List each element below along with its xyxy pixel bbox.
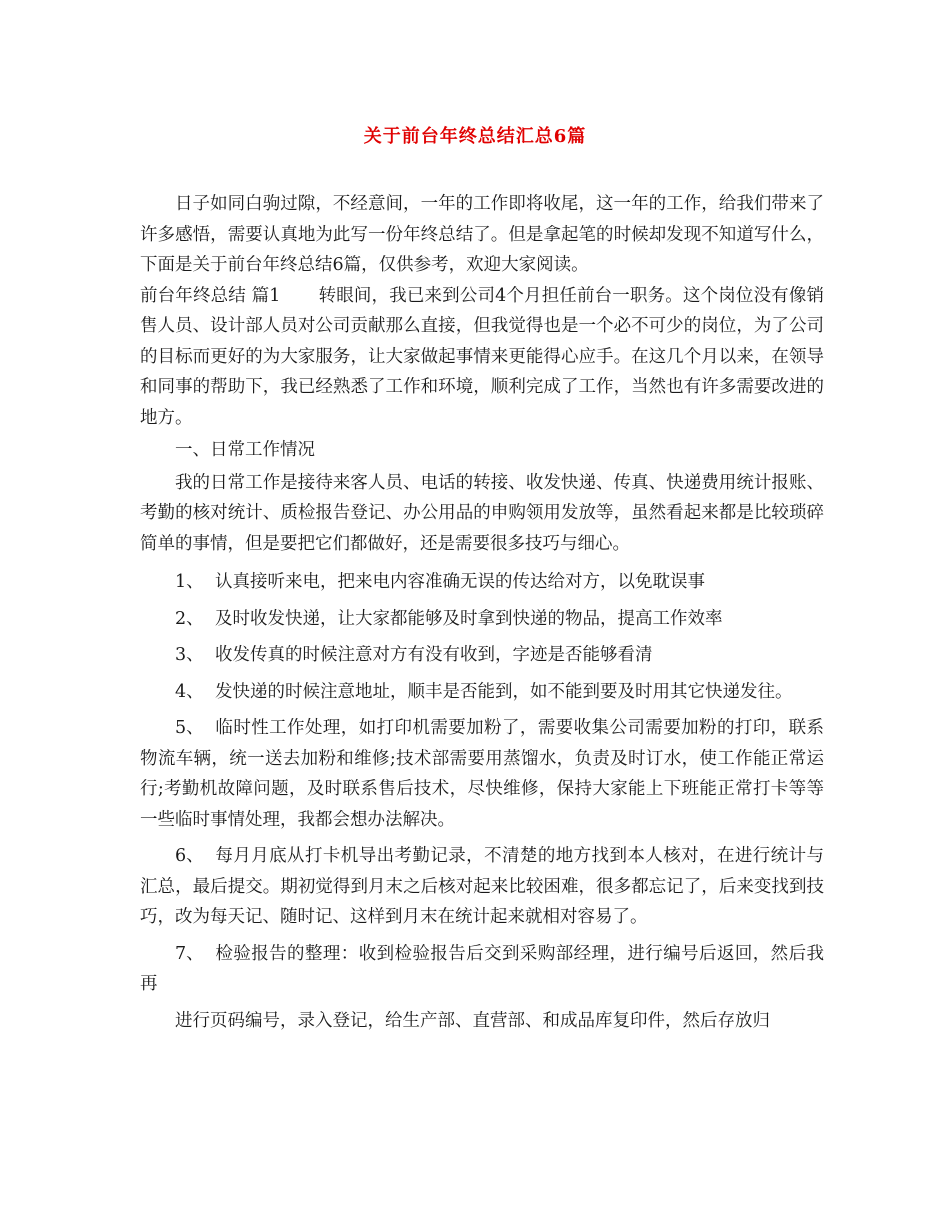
heading-daily-work: 一、日常工作情况: [175, 440, 315, 460]
section-paragraph: [140, 281, 824, 434]
list-item: [140, 567, 824, 598]
list-item-number: 3、: [175, 645, 204, 665]
list-item: [140, 640, 824, 671]
list-item-text: 临时性工作处理，如打印机需要加粉了，需要收集公司需要加粉的打印，联系物流车辆，统一送去加粉和维修;技术部需要用蒸馏水，负责及时订水，使工作能正常运行;考勤机故障问题，及时联系售后技术，尽快维修，保持大家能上下班能正常打卡等等一些临时事情处理，我都会想办法解决。: [140, 718, 824, 830]
list-item: [140, 841, 824, 933]
list-item: [140, 677, 824, 708]
document-body: [140, 189, 824, 1036]
list-item-text: 认真接听来电，把来电内容准确无误的传达给对方，以免耽误事: [215, 572, 705, 592]
list-item-text: 收发传真的时候注意对方有没有收到，字迹是否能够看清: [215, 645, 653, 665]
intro-paragraph: 日子如同白驹过隙，不经意间，一年的工作即将收尾，这一年的工作，给我们带来了许多感悟，需要认真地为此写一份年终总结了。但是拿起笔的时候却发现不知道写什么，下面是关于前台年终总结6篇，仅供参考，欢迎大家阅读。: [140, 194, 824, 275]
list-item-number: 4、: [175, 681, 204, 702]
list-item-number: 2、: [175, 608, 204, 629]
list-item: [140, 939, 824, 1000]
list-item-text: 发快递的时候注意地址，顺丰是否能到，如不能到要及时用其它快递发往。: [215, 681, 793, 702]
list-item-text: 检验报告的整理：收到检验报告后交到采购部经理，进行编号后返回，然后我再: [140, 943, 824, 994]
section-text: 转眼间，我已来到公司4个月担任前台一职务。这个岗位没有像销售人员、设计部人员对公司贡献那么直接，但我觉得也是一个必不可少的岗位，为了公司的目标而更好的为大家服务，让大家做起事情来更能得心应手。在这几个月以来，在领导和同事的帮助下，我已经熟悉了工作和环境，顺利完成了工作，当然也有许多需要改进的地方。: [140, 285, 824, 428]
list-item: [140, 604, 824, 635]
list-item-number: 6、: [175, 846, 204, 866]
section-label: 前台年终总结 篇1: [140, 285, 281, 306]
daily-work-paragraph: 我的日常工作是接待来客人员、电话的转接、收发快递、传真、快递费用统计报账、考勤的核对统计、质检报告登记、办公用品的申购领用发放等，虽然看起来都是比较琐碎简单的事情，但是要把它们都做好，还是需要很多技巧与细心。: [140, 472, 824, 554]
list-item-number: 1、: [175, 572, 204, 592]
list-item: [140, 713, 824, 835]
continuation-paragraph: 进行页码编号，录入登记，给生产部、直营部、和成品库复印件，然后存放归: [175, 1010, 770, 1031]
list-item-text: 每月月底从打卡机导出考勤记录，不清楚的地方找到本人核对，在进行统计与汇总，最后提交。期初觉得到月末之后核对起来比较困难，很多都忘记了，后来变找到技巧，改为每天记、随时记、这样到月末在统计起来就相对容易了。: [140, 846, 824, 927]
list-item-text: 及时收发快递，让大家都能够及时拿到快递的物品，提高工作效率: [215, 608, 723, 629]
list-item-number: 5、: [175, 718, 204, 738]
list-item-number: 7、: [175, 943, 204, 964]
document-title: 关于前台年终总结汇总6篇: [363, 126, 587, 147]
